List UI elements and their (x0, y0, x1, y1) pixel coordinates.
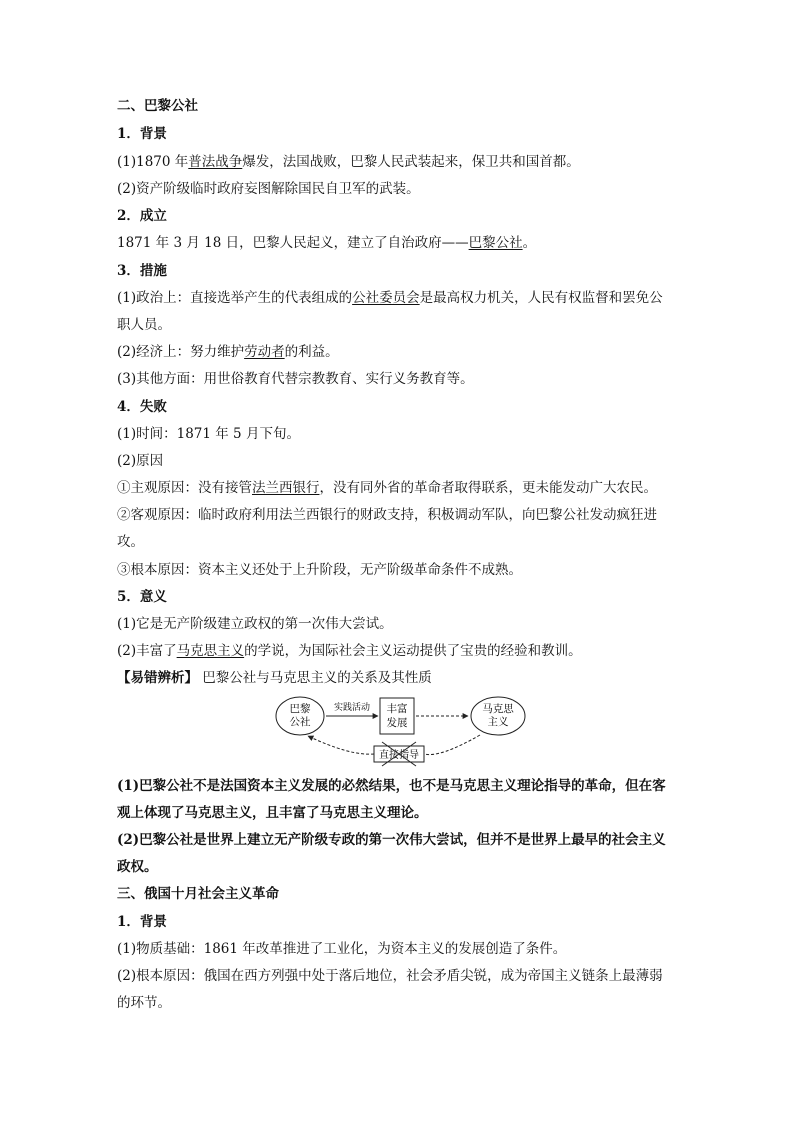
paragraph: 政权。 (117, 859, 158, 875)
paragraph: (2)原因 (117, 453, 164, 469)
paragraph: (1)巴黎公社不是法国资本主义发展的必然结果，也不是马克思主义理论指导的革命，但在客 (117, 778, 666, 794)
right-node-text: 主义 (487, 716, 509, 728)
paragraph: ③根本原因：资本主义还处于上升阶段，无产阶级革命条件不成熟。 (117, 562, 522, 578)
crossed-label: 直接指导 (379, 750, 419, 761)
paragraph: 的环节。 (117, 995, 171, 1011)
mid-node-text: 发展 (386, 717, 408, 729)
section-heading-october-revolution: 三、俄国十月社会主义革命 (117, 886, 279, 902)
paragraph: ①主观原因：没有接管法兰西银行，没有同外省的革命者取得联系，更未能发动广大农民。 (117, 480, 657, 496)
paragraph: ②客观原因：临时政府利用法兰西银行的财政支持，积极调动军队，向巴黎公社发动疯狂进 (117, 507, 657, 523)
paragraph: (1)时间：1871 年 5 月下旬。 (117, 426, 300, 442)
section-heading-paris-commune: 二、巴黎公社 (117, 98, 198, 114)
subheading-measures: 3．措施 (117, 263, 167, 279)
paragraph: (2)经济上：努力维护劳动者的利益。 (117, 344, 339, 360)
subheading-founding: 2．成立 (117, 208, 167, 224)
paragraph: (1)它是无产阶级建立政权的第一次伟大尝试。 (117, 616, 393, 632)
paragraph: 职人员。 (117, 317, 171, 333)
subheading-significance: 5．意义 (117, 589, 167, 605)
subheading-failure: 4．失败 (117, 399, 167, 415)
paragraph: (2)巴黎公社是世界上建立无产阶级专政的第一次伟大尝试，但并不是世界上最早的社会主义 (117, 832, 666, 848)
paragraph: 观上体现了马克思主义，且丰富了马克思主义理论。 (117, 805, 428, 821)
callout-tag: 【易错辨析】 (117, 670, 198, 686)
paragraph: (2)丰富了马克思主义的学说，为国际社会主义运动提供了宝贵的经验和教训。 (117, 643, 582, 659)
paragraph: 攻。 (117, 534, 144, 550)
subheading-background: 1．背景 (117, 914, 167, 930)
paragraph: (1)物质基础：1861 年改革推进了工业化，为资本主义的发展创造了条件。 (117, 941, 567, 957)
paragraph: 1871 年 3 月 18 日，巴黎人民起义，建立了自治政府——巴黎公社。 (117, 235, 537, 251)
subheading-background: 1．背景 (117, 126, 167, 142)
mid-node-text: 丰富 (386, 703, 408, 715)
paragraph: (1)1870 年普法战争爆发，法国战败，巴黎人民武装起来，保卫共和国首都。 (117, 154, 580, 170)
callout-heading: 【易错辨析】 巴黎公社与马克思主义的关系及其性质 (117, 670, 432, 686)
paragraph: (2)根本原因：俄国在西方列强中处于落后地位，社会矛盾尖锐，成为帝国主义链条上最薄弱 (117, 968, 663, 984)
left-node-text: 公社 (289, 716, 311, 728)
right-node-text: 马克思 (482, 703, 514, 715)
paragraph: (3)其他方面：用世俗教育代替宗教教育、实行义务教育等。 (117, 371, 474, 387)
relationship-diagram (270, 692, 530, 770)
arrow-label: 实践活动 (333, 703, 371, 713)
left-node-text: 巴黎 (289, 703, 311, 715)
paragraph: (2)资产阶级临时政府妄图解除国民自卫军的武装。 (117, 181, 420, 197)
guidance-curve-left (308, 736, 374, 754)
paragraph: (1)政治上：直接选举产生的代表组成的公社委员会是最高权力机关，人民有权监督和罢免公 (117, 290, 663, 306)
guidance-curve-right (424, 735, 480, 755)
